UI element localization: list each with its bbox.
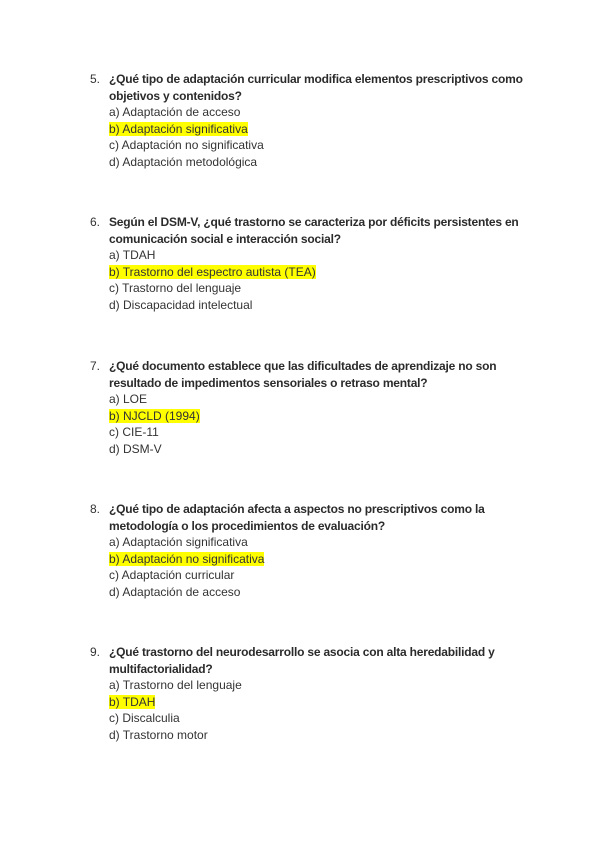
answer-label: a) Trastorno del lenguaje <box>109 678 242 692</box>
answer-option <box>109 137 530 154</box>
answer-option <box>109 424 530 441</box>
answer-label: a) Adaptación significativa <box>109 535 248 549</box>
answer-option <box>109 121 530 138</box>
answer-option <box>109 567 530 584</box>
answer-options <box>109 534 530 600</box>
question-text: Según el DSM-V, ¿qué trastorno se caracteriza por déficits persistentes en comunicación social e interacción social? <box>109 215 519 246</box>
highlighted-answer: b) NJCLD (1994) <box>109 408 200 423</box>
answer-option <box>109 280 530 297</box>
answer-option <box>109 297 530 314</box>
question-text: ¿Qué tipo de adaptación afecta a aspectos no prescriptivos como la metodología o los procedimientos de evaluación? <box>109 502 485 533</box>
question-heading <box>90 71 530 104</box>
answer-label: a) TDAH <box>109 248 156 262</box>
question-heading <box>90 214 530 247</box>
answer-label: c) Adaptación curricular <box>109 568 235 582</box>
answer-label: c) Adaptación no significativa <box>109 138 264 152</box>
answer-label: c) Trastorno del lenguaje <box>109 281 242 295</box>
highlighted-answer: b) Trastorno del espectro autista (TEA) <box>109 264 316 279</box>
answer-label: d) Adaptación metodológica <box>109 154 258 169</box>
question-7 <box>90 358 530 457</box>
answer-option <box>109 534 530 551</box>
answer-options <box>109 247 530 313</box>
answer-option <box>109 391 530 408</box>
question-number: 9. <box>90 645 101 659</box>
question-heading <box>90 644 530 677</box>
answer-option <box>109 584 530 601</box>
answer-label: c) CIE-11 <box>109 425 159 439</box>
answer-option <box>109 264 530 281</box>
answer-option <box>109 727 530 744</box>
question-number: 8. <box>90 502 101 516</box>
question-number: 5. <box>90 72 101 86</box>
question-text: ¿Qué documento establece que las dificultades de aprendizaje no son resultado de impedimentos sensoriales o retraso mental? <box>109 359 497 390</box>
question-9 <box>90 644 530 743</box>
answer-options <box>109 104 530 170</box>
highlighted-answer: b) Adaptación significativa <box>109 121 248 136</box>
answer-option <box>109 677 530 694</box>
answer-option <box>109 710 530 727</box>
highlighted-answer: b) TDAH <box>109 694 156 709</box>
answer-option <box>109 694 530 711</box>
answer-label: d) Discapacidad intelectual <box>109 297 253 312</box>
answer-option <box>109 408 530 425</box>
question-number: 7. <box>90 359 101 373</box>
question-text: ¿Qué trastorno del neurodesarrollo se asocia con alta heredabilidad y multifactorialidad? <box>109 645 495 676</box>
answer-label: c) Discalculia <box>109 711 180 725</box>
question-8 <box>90 501 530 600</box>
question-number: 6. <box>90 215 101 229</box>
answer-option <box>109 441 530 458</box>
answer-label: a) Adaptación de acceso <box>109 105 241 119</box>
question-6 <box>90 214 530 313</box>
answer-label: d) Trastorno motor <box>109 727 208 742</box>
answer-option <box>109 551 530 568</box>
answer-label: d) Adaptación de acceso <box>109 584 241 599</box>
answer-options <box>109 391 530 457</box>
question-text: ¿Qué tipo de adaptación curricular modifica elementos prescriptivos como objetivos y contenidos? <box>109 72 523 103</box>
answer-option <box>109 154 530 171</box>
question-heading <box>90 358 530 391</box>
highlighted-answer: b) Adaptación no significativa <box>109 551 265 566</box>
answer-option <box>109 247 530 264</box>
question-heading <box>90 501 530 534</box>
question-5 <box>90 71 530 170</box>
answer-option <box>109 104 530 121</box>
answer-options <box>109 677 530 743</box>
answer-label: d) DSM-V <box>109 441 162 456</box>
answer-label: a) LOE <box>109 392 148 406</box>
